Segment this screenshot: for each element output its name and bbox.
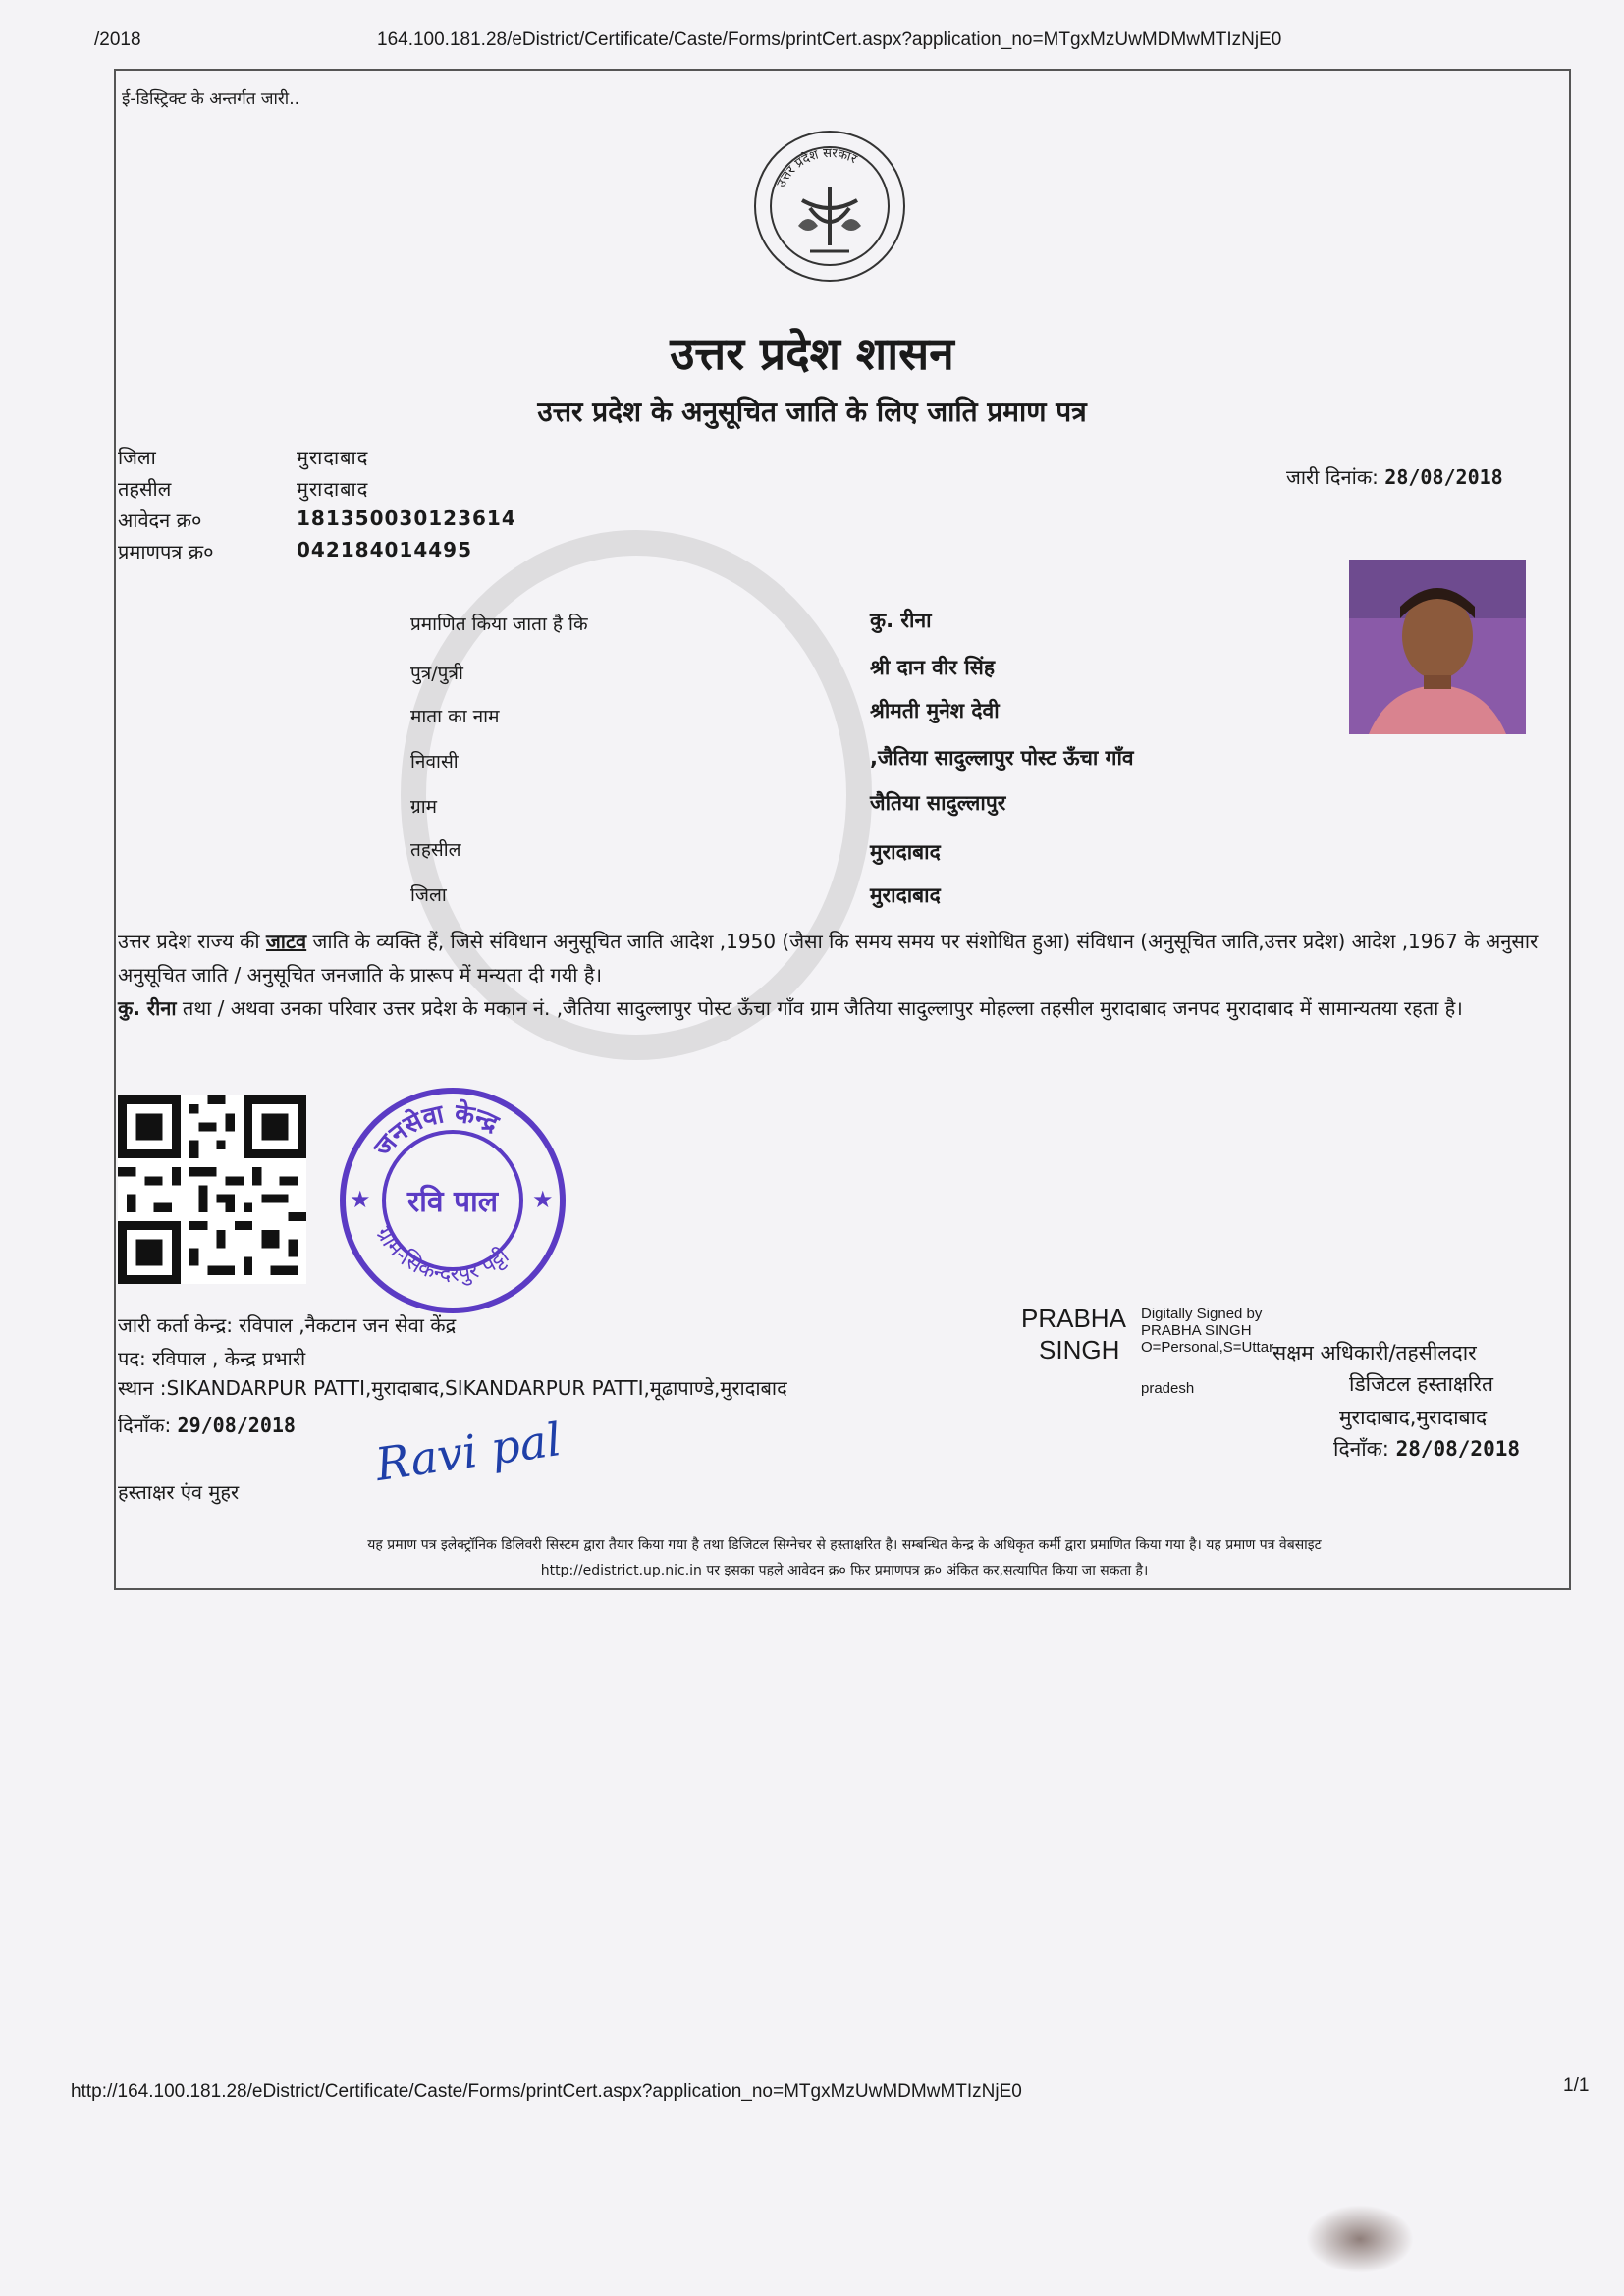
detail-label-village: ग्राम [410, 796, 437, 818]
emblem-text: उत्तर प्रदेश सरकार [774, 145, 859, 190]
svg-text:★: ★ [532, 1186, 554, 1213]
jansewa-kendra-stamp [330, 1082, 575, 1319]
authority-title: सक्षम अधिकारी/तहसीलदार [1272, 1341, 1477, 1364]
detail-value-tehsil: मुरादाबाद [870, 840, 941, 864]
detail-label-district: जिला [410, 884, 447, 906]
issuer-date-label: दिनाँक: [118, 1414, 172, 1437]
detail-value-resident: ,जैतिया सादुल्लापुर पोस्ट ऊँचा गाँव [870, 746, 1134, 770]
detail-value-parent: श्री दान वीर सिंह [870, 656, 995, 679]
print-footer-url[interactable]: http://164.100.181.28/eDistrict/Certificate/Caste/Forms/printCert.aspx?application_no=MTgxMzUwMDMwMTIzNjE0 [71, 2081, 1022, 2102]
signed-line2: PRABHA SINGH [1141, 1322, 1252, 1339]
svg-text:उत्तर प्रदेश सरकार [774, 146, 859, 189]
stamp-bottom-text: ग्राम-सिकन्दरपुर पट्टी [370, 1222, 514, 1288]
caste-paragraph-part2: जाति के व्यक्ति हैं, जिसे संविधान अनुसूचित जाति आदेश ,1950 (जैसा कि समय समय पर संशोधित हुआ) संविधान (अनुसूचित जाति,उत्तर प्रदेश) आदेश ,1967 के अनुसार अनुसूचित जाति / अनुसूचित जनजाति के प्रारूप में मन्यता दी गयी है। [118, 930, 1539, 987]
residence-paragraph [118, 991, 1561, 1025]
detail-value-mother: श्रीमती मुनेश देवी [870, 699, 1000, 722]
detail-label-certified: प्रमाणित किया जाता है कि [410, 614, 588, 635]
issue-date [1286, 463, 1503, 490]
detail-label-mother: माता का नाम [410, 706, 500, 727]
svg-text:ग्राम-सिकन्दरपुर पट्टी [370, 1223, 514, 1287]
certificate-no-label: प्रमाणपत्र क्र० [118, 540, 214, 563]
detail-label-tehsil: तहसील [410, 839, 461, 861]
qr-code [118, 1095, 306, 1284]
detail-value-village: जैतिया सादुल्लापुर [870, 791, 1006, 815]
signed-line4: pradesh [1141, 1380, 1195, 1397]
signed-line1: Digitally Signed by [1141, 1306, 1263, 1322]
sign-seal-label: हस्ताक्षर एंव मुहर [118, 1480, 240, 1504]
signer-name-line1: PRABHA [1021, 1304, 1126, 1333]
residence-name: कु. रीना [118, 996, 177, 1020]
disclaimer-line2: http://edistrict.up.nic.in पर इसका पहले आवेदन क्र० फिर प्रमाणपत्र क्र० अंकित कर,सत्यापित किया जा सकता है। [540, 1563, 1149, 1578]
handwritten-signature: Ravi pal [372, 1413, 565, 1491]
issuing-centre: जारी कर्ता केन्द्र: रविपाल ,नैकटान जन सेवा केंद्र [118, 1313, 457, 1337]
application-no-value: 181350030123614 [297, 507, 516, 530]
tehsil-value: मुरादाबाद [297, 477, 369, 501]
issue-date-label: जारी दिनांक: [1286, 465, 1379, 489]
detail-label-parent: पुत्र/पुत्री [410, 663, 463, 684]
stamp-top-text: जनसेवा केन्द्र [368, 1098, 504, 1163]
paper-stain [1306, 2205, 1414, 2273]
government-title: उत्तर प्रदेश शासन [670, 327, 954, 380]
svg-text:★: ★ [350, 1186, 371, 1213]
certificate-no-value: 042184014495 [297, 538, 472, 561]
authority-date [1333, 1435, 1520, 1463]
disclaimer-line1: यह प्रमाण पत्र इलेक्ट्रॉनिक डिलिवरी सिस्टम द्वारा तैयार किया गया है तथा डिजिटल सिग्नेचर से हस्ताक्षरित है। सम्बन्धित केन्द्र के अधिकृत कर्मी द्वारा प्रमाणित किया गया है। यह प्रमाण पत्र वेबसाइट [367, 1537, 1322, 1553]
certificate-subtitle: उत्तर प्रदेश के अनुसूचित जाति के लिए जाति प्रमाण पत्र [537, 396, 1087, 428]
issuer-date-value: 29/08/2018 [177, 1414, 296, 1437]
issuer-post: पद: रविपाल , केन्द्र प्रभारी [118, 1347, 306, 1370]
authority-digital: डिजिटल हस्ताक्षरित [1349, 1372, 1493, 1396]
print-header-url[interactable]: 164.100.181.28/eDistrict/Certificate/Caste/Forms/printCert.aspx?application_no=MTgxMzUwMDMwMTIzNjE0 [377, 29, 1282, 50]
authority-place: मुरादाबाद,मुरादाबाद [1339, 1406, 1488, 1429]
authority-date-label: दिनाँक: [1333, 1437, 1389, 1461]
district-label: जिला [118, 446, 156, 469]
issuer-date [118, 1412, 296, 1438]
edistrict-note: ई-डिस्ट्रिक्ट के अन्तर्गत जारी.. [122, 89, 300, 109]
residence-text: तथा / अथवा उनका परिवार उत्तर प्रदेश के मकान नं. ,जैतिया सादुल्लापुर पोस्ट ऊँचा गाँव ग्राम जैतिया सादुल्लापुर मोहल्ला तहसील मुरादाबाद जनपद मुरादाबाद में सामान्यतया रहता है। [182, 996, 1463, 1020]
detail-value-name: कु. रीना [870, 609, 932, 632]
signer-name-line2: SINGH [1039, 1335, 1120, 1364]
digital-signature-details [1141, 1306, 1273, 1356]
tehsil-label: तहसील [118, 477, 172, 501]
detail-label-resident: निवासी [410, 751, 459, 773]
caste-paragraph [118, 925, 1561, 991]
applicant-photo [1349, 560, 1526, 734]
issue-date-value: 28/08/2018 [1384, 465, 1503, 489]
detail-value-district: मुरादाबाद [870, 883, 941, 907]
caste-name: जाटव [265, 930, 307, 953]
page-number: 1/1 [1563, 2075, 1590, 2096]
stamp-center-text: रवि पाल [406, 1185, 499, 1219]
issuer-place: स्थान :SIKANDARPUR PATTI,मुरादाबाद,SIKANDARPUR PATTI,मूढापाण्डे,मुरादाबाद [118, 1376, 787, 1400]
authority-date-value: 28/08/2018 [1395, 1437, 1521, 1461]
up-government-emblem [751, 128, 908, 285]
svg-text:जनसेवा केन्द्र [368, 1097, 505, 1163]
signed-line3: O=Personal,S=Uttar [1141, 1339, 1274, 1356]
print-date: /2018 [94, 29, 141, 50]
district-value: मुरादाबाद [297, 446, 369, 469]
application-no-label: आवेदन क्र० [118, 508, 202, 532]
caste-paragraph-part1: उत्तर प्रदेश राज्य की [118, 930, 260, 953]
